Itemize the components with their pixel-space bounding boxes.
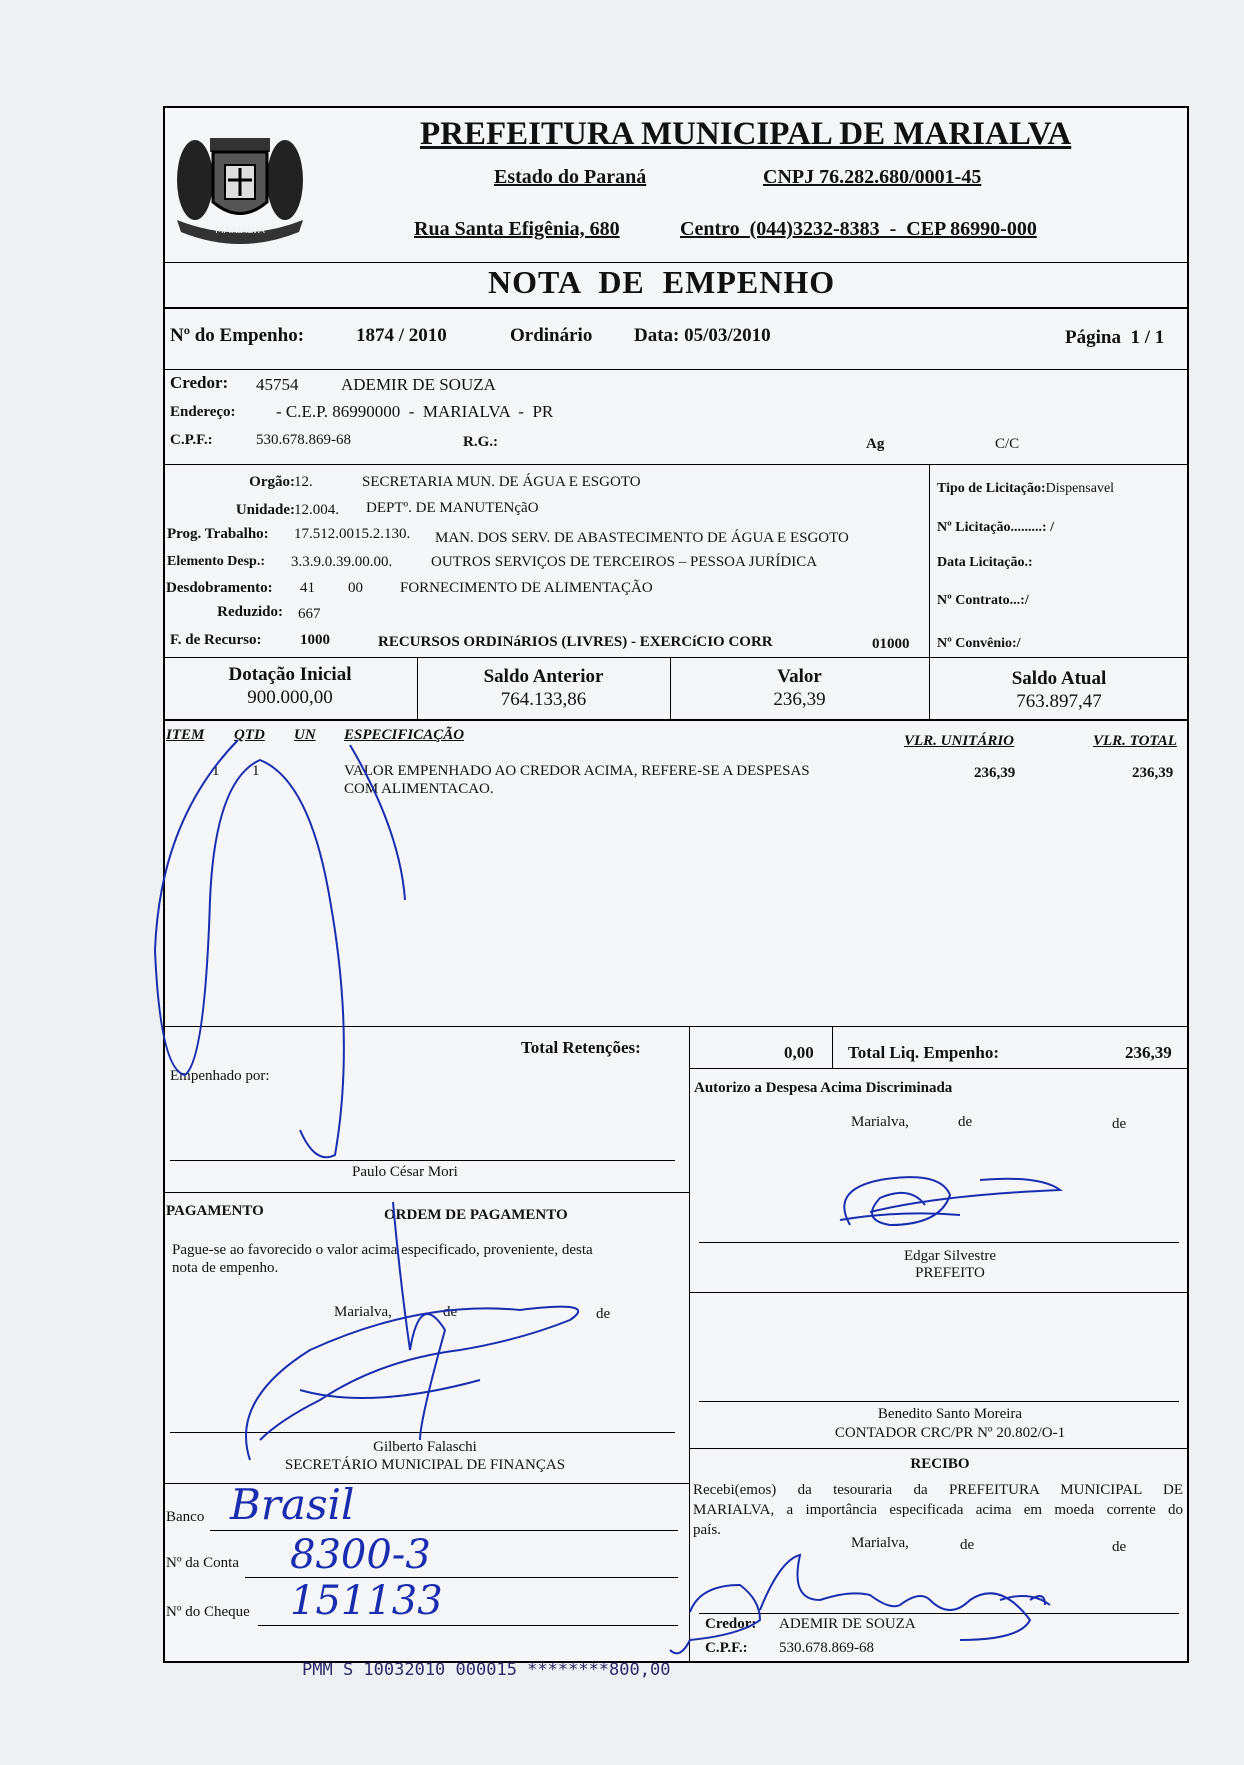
ordem-label: ORDEM DE PAGAMENTO: [384, 1207, 568, 1223]
endereco-label: Endereço:: [170, 404, 236, 420]
recibo-city: Marialva,: [851, 1535, 909, 1551]
desd-code: 41: [300, 580, 315, 596]
secretario-name: Gilberto Falaschi: [373, 1439, 477, 1455]
empenho-date: Data: 05/03/2010: [634, 325, 771, 346]
credor-code: 45754: [256, 375, 299, 394]
valor-value: 236,39: [773, 689, 826, 710]
doc-title: NOTA DE EMPENHO: [488, 264, 836, 300]
empenhado-label: Empenhado por:: [170, 1068, 270, 1084]
state-name: Estado do Paraná: [494, 166, 647, 188]
unidade-label: Unidade:: [235, 502, 295, 518]
col-un: UN: [294, 727, 316, 743]
liquido-value: 236,39: [1125, 1043, 1172, 1062]
cnpj: CNPJ 76.282.680/0001-45: [763, 166, 982, 188]
desd-sub: 00: [348, 580, 363, 596]
pagamento-text1: Pague-se ao favorecido o valor acima especificado, proveniente, desta: [172, 1242, 593, 1258]
cc-label: C/C: [995, 436, 1020, 452]
col-vlr-unitario: VLR. UNITÁRIO: [904, 733, 1015, 749]
ag-label: Ag: [866, 436, 885, 452]
item-number: 1: [212, 763, 220, 779]
licitacao-num: Nº Licitação.........: /: [937, 520, 1054, 535]
recibo-text2: MARIALVA, a importância especificada acima em moeda corrente do: [693, 1502, 1183, 1518]
col-item: ITEM: [166, 727, 205, 743]
item-desc-line1: VALOR EMPENHADO AO CREDOR ACIMA, REFERE-SE A DESPESAS: [344, 763, 810, 779]
autorizo-de1: de: [958, 1114, 973, 1130]
recibo-credor-name: ADEMIR DE SOUZA: [779, 1616, 916, 1632]
crest-label: MARIALVA: [215, 225, 265, 236]
credor-name: ADEMIR DE SOUZA: [341, 375, 496, 394]
footer-code: PMM S 10032010 000015 ********800,00: [302, 1660, 671, 1680]
col-especificacao: ESPECIFICAÇÃO: [344, 727, 465, 743]
recibo-text1: Recebi(emos) da tesouraria da PREFEITURA MUNICIPAL DE: [693, 1482, 1183, 1498]
prog-desc: MAN. DOS SERV. DE ABASTECIMENTO DE ÁGUA E ESGOTO: [435, 530, 849, 546]
cpf-value: 530.678.869-68: [256, 432, 351, 448]
unidade-desc: DEPTº. DE MANUTENçãO: [366, 500, 539, 516]
liquido-label: Total Liq. Empenho:: [848, 1043, 999, 1062]
crest-icon: [165, 120, 315, 255]
dotacao-label: Dotação Inicial: [228, 664, 352, 685]
empenho-type: Ordinário: [510, 325, 593, 346]
item-unit-value: 236,39: [974, 765, 1016, 781]
orgao-code: 12.: [294, 474, 313, 490]
desd-label: Desdobramento:: [166, 580, 273, 596]
licitacao-tipo: Tipo de Licitação:Dispensavel: [937, 481, 1115, 496]
conta-label: Nº da Conta: [166, 1555, 239, 1571]
pagamento-de2: de: [596, 1306, 611, 1322]
empenhado-name: Paulo César Mori: [352, 1164, 458, 1180]
reduzido-label: Reduzido:: [217, 604, 283, 620]
recurso-desc: RECURSOS ORDINáRIOS (LIVRES) - EXERCíCIO CORR: [378, 634, 773, 650]
valor-label: Valor: [777, 666, 822, 687]
credor-label: Credor:: [170, 373, 229, 392]
saldo-atual-label: Saldo Atual: [1011, 668, 1107, 689]
prefeito-name: Edgar Silvestre: [903, 1248, 997, 1264]
banco-label: Banco: [166, 1509, 205, 1525]
pagamento-text2: nota de empenho.: [172, 1260, 279, 1276]
recurso-label: F. de Recurso:: [170, 632, 262, 648]
autorizo-de2: de: [1112, 1116, 1127, 1132]
dotacao-value: 900.000,00: [247, 687, 333, 708]
prefeito-role: PREFEITO: [915, 1265, 985, 1281]
recibo-de1: de: [960, 1537, 975, 1553]
pagamento-city: Marialva,: [334, 1304, 392, 1320]
licitacao-data: Data Licitação.:: [937, 555, 1033, 570]
saldo-atual-value: 763.897,47: [1016, 691, 1102, 712]
orgao-label: Orgão:: [249, 474, 295, 490]
retencoes-value: 0,00: [784, 1043, 814, 1062]
address-rest: Centro (044)3232-8383 - CEP 86990-000: [680, 218, 1037, 240]
org-name: PREFEITURA MUNICIPAL DE MARIALVA: [420, 116, 1072, 152]
empenho-number: 1874 / 2010: [356, 325, 447, 346]
recibo-credor-label: Credor:: [705, 1616, 757, 1632]
recurso-code: 1000: [300, 632, 330, 648]
reduzido-code: 667: [298, 606, 321, 622]
recibo-text3: país.: [693, 1522, 721, 1538]
street: Rua Santa Efigênia, 680: [414, 218, 620, 240]
prog-label: Prog. Trabalho:: [167, 526, 269, 542]
col-qtd: QTD: [234, 727, 265, 743]
contador-name: Benedito Santo Moreira: [877, 1406, 1023, 1422]
item-qtd: 1: [252, 763, 260, 779]
autorizo-label: Autorizo a Despesa Acima Discriminada: [694, 1080, 953, 1096]
empenho-label: Nº do Empenho:: [170, 325, 305, 346]
convenio-num: Nº Convênio:/: [937, 636, 1021, 651]
recurso-num: 01000: [872, 636, 910, 652]
recibo-label: RECIBO: [910, 1456, 970, 1472]
item-desc-line2: COM ALIMENTACAO.: [344, 781, 494, 797]
orgao-desc: SECRETARIA MUN. DE ÁGUA E ESGOTO: [362, 474, 641, 490]
page-number: Página 1 / 1: [1065, 327, 1165, 348]
pagamento-label: PAGAMENTO: [166, 1203, 264, 1219]
unidade-code: 12.004.: [294, 502, 339, 518]
cheque-label: Nº do Cheque: [166, 1604, 250, 1620]
contador-role: CONTADOR CRC/PR Nº 20.802/O-1: [834, 1425, 1066, 1441]
recibo-cpf-value: 530.678.869-68: [779, 1640, 874, 1656]
col-vlr-total: VLR. TOTAL: [1093, 733, 1177, 749]
saldo-anterior-value: 764.133,86: [500, 689, 587, 710]
cheque-handwritten: 151133: [290, 1578, 443, 1624]
recibo-cpf-label: C.P.F.:: [705, 1640, 748, 1656]
recibo-de2: de: [1112, 1539, 1127, 1555]
item-total-value: 236,39: [1132, 765, 1174, 781]
elem-code: 3.3.9.0.39.00.00.: [291, 554, 393, 570]
contrato-num: Nº Contrato...:/: [937, 593, 1029, 608]
cpf-label: C.P.F.:: [170, 432, 213, 448]
endereco-value: - C.E.P. 86990000 - MARIALVA - PR: [276, 402, 554, 421]
retencoes-label: Total Retenções:: [521, 1038, 641, 1057]
banco-handwritten: Brasil: [230, 1480, 355, 1529]
conta-handwritten: 8300-3: [290, 1532, 431, 1578]
elem-desc: OUTROS SERVIÇOS DE TERCEIROS – PESSOA JURÍDICA: [431, 554, 818, 570]
secretario-role: SECRETÁRIO MUNICIPAL DE FINANÇAS: [284, 1457, 566, 1473]
elem-label: Elemento Desp.:: [167, 554, 265, 569]
pagamento-de1: de: [443, 1304, 458, 1320]
saldo-anterior-label: Saldo Anterior: [483, 666, 604, 687]
desd-desc: FORNECIMENTO DE ALIMENTAÇÃO: [400, 580, 653, 596]
rg-label: R.G.:: [463, 434, 498, 450]
prog-code: 17.512.0015.2.130.: [294, 526, 411, 542]
autorizo-city: Marialva,: [851, 1114, 909, 1130]
